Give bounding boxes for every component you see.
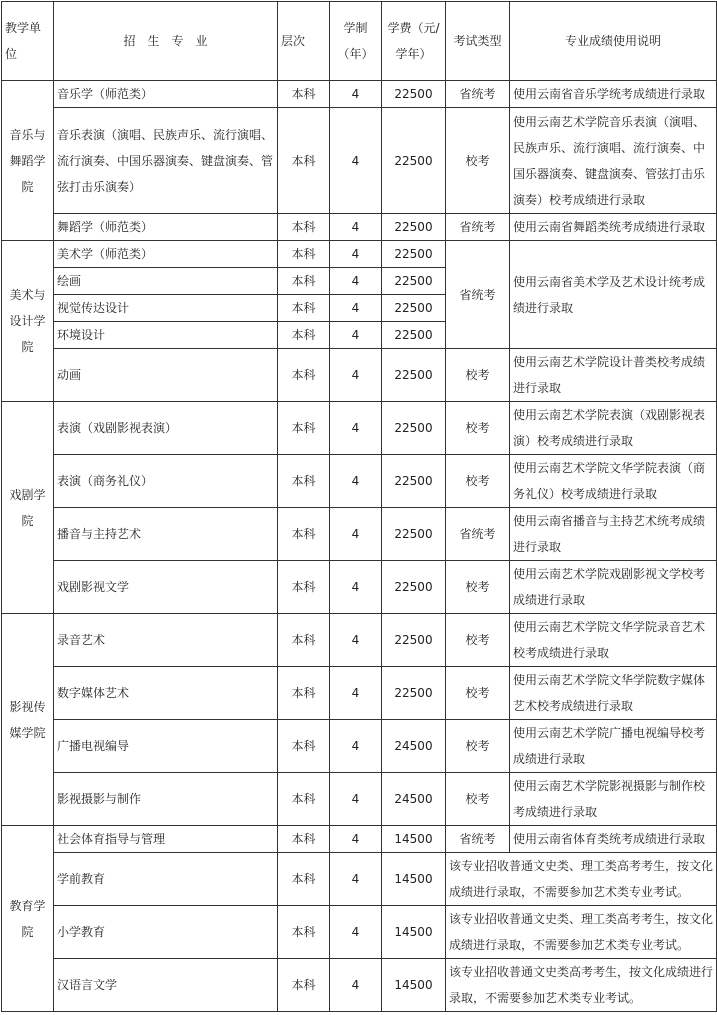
fee-cell: 22500	[382, 349, 446, 402]
exam-cell: 省统考	[446, 81, 510, 108]
exam-cell: 省统考	[446, 508, 510, 561]
unit-cell: 美术与设计学院	[2, 241, 54, 402]
years-cell: 4	[330, 667, 382, 720]
years-cell: 4	[330, 561, 382, 614]
table-row	[2, 826, 717, 853]
fee-cell: 22500	[382, 81, 446, 108]
table-row	[2, 720, 717, 773]
fee-cell: 22500	[382, 402, 446, 455]
note-cell: 使用云南省美术学及艺术设计统考成绩进行录取	[510, 241, 717, 349]
level-cell: 本科	[278, 402, 330, 455]
major-cell: 表演（商务礼仪）	[54, 455, 278, 508]
exam-cell: 校考	[446, 455, 510, 508]
fee-cell: 22500	[382, 268, 446, 295]
note-cell: 使用云南艺术学院广播电视编导校考成绩进行录取	[510, 720, 717, 773]
note-cell: 使用云南省舞蹈类统考成绩进行录取	[510, 214, 717, 241]
fee-cell: 22500	[382, 322, 446, 349]
table-row	[2, 455, 717, 508]
years-cell: 4	[330, 455, 382, 508]
unit-cell: 影视传媒学院	[2, 614, 54, 826]
header-fee: 学费（元/学年）	[382, 2, 446, 81]
level-cell: 本科	[278, 322, 330, 349]
major-cell: 绘画	[54, 268, 278, 295]
level-cell: 本科	[278, 773, 330, 826]
table-row	[2, 81, 717, 108]
major-cell: 播音与主持艺术	[54, 508, 278, 561]
fee-cell: 22500	[382, 561, 446, 614]
fee-cell: 14500	[382, 959, 446, 1012]
fee-cell: 22500	[382, 108, 446, 214]
level-cell: 本科	[278, 614, 330, 667]
level-cell: 本科	[278, 349, 330, 402]
note-cell: 使用云南省音乐学统考成绩进行录取	[510, 81, 717, 108]
exam-cell: 校考	[446, 667, 510, 720]
fee-cell: 22500	[382, 667, 446, 720]
note-cell: 使用云南艺术学院文华学院表演（商务礼仪）校考成绩进行录取	[510, 455, 717, 508]
exam-cell: 校考	[446, 108, 510, 214]
major-cell: 视觉传达设计	[54, 295, 278, 322]
major-cell: 数字媒体艺术	[54, 667, 278, 720]
major-cell: 动画	[54, 349, 278, 402]
unit-cell: 戏剧学院	[2, 402, 54, 614]
table-row	[2, 614, 717, 667]
note-cell: 使用云南艺术学院影视摄影与制作校考成绩进行录取	[510, 773, 717, 826]
exam-cell: 省统考	[446, 214, 510, 241]
years-cell: 4	[330, 268, 382, 295]
level-cell: 本科	[278, 508, 330, 561]
years-cell: 4	[330, 108, 382, 214]
table-row	[2, 241, 717, 268]
fee-cell: 14500	[382, 906, 446, 959]
major-cell: 舞蹈学（师范类）	[54, 214, 278, 241]
years-cell: 4	[330, 853, 382, 906]
table-row	[2, 508, 717, 561]
major-cell: 广播电视编导	[54, 720, 278, 773]
header-level: 层次	[278, 2, 330, 81]
note-cell: 使用云南艺术学院文华学院数字媒体艺术校考成绩进行录取	[510, 667, 717, 720]
note-cell: 使用云南艺术学院设计普类校考成绩进行录取	[510, 349, 717, 402]
major-cell: 环境设计	[54, 322, 278, 349]
exam-cell: 校考	[446, 349, 510, 402]
level-cell: 本科	[278, 81, 330, 108]
level-cell: 本科	[278, 561, 330, 614]
table-row	[2, 402, 717, 455]
header-unit: 教学单位	[2, 2, 54, 81]
major-cell: 汉语言文学	[54, 959, 278, 1012]
note-cell: 该专业招收普通文史类、理工类高考考生，按文化成绩进行录取，不需要参加艺术类专业考试。	[446, 853, 717, 906]
years-cell: 4	[330, 959, 382, 1012]
years-cell: 4	[330, 295, 382, 322]
exam-cell: 校考	[446, 773, 510, 826]
table-row	[2, 959, 717, 1012]
fee-cell: 14500	[382, 826, 446, 853]
fee-cell: 22500	[382, 508, 446, 561]
major-cell: 社会体育指导与管理	[54, 826, 278, 853]
table-row	[2, 214, 717, 241]
header-years: 学制（年）	[330, 2, 382, 81]
header-major: 招 生 专 业	[54, 2, 278, 81]
years-cell: 4	[330, 402, 382, 455]
level-cell: 本科	[278, 214, 330, 241]
table-row	[2, 561, 717, 614]
major-cell: 录音艺术	[54, 614, 278, 667]
major-cell: 表演（戏剧影视表演）	[54, 402, 278, 455]
level-cell: 本科	[278, 268, 330, 295]
table-row	[2, 773, 717, 826]
level-cell: 本科	[278, 108, 330, 214]
years-cell: 4	[330, 214, 382, 241]
note-cell: 使用云南艺术学院表演（戏剧影视表演）校考成绩进行录取	[510, 402, 717, 455]
header-row	[2, 2, 717, 81]
fee-cell: 24500	[382, 773, 446, 826]
major-cell: 音乐表演（演唱、民族声乐、流行演唱、流行演奏、中国乐器演奏、键盘演奏、管弦打击乐演奏）	[54, 108, 278, 214]
major-cell: 小学教育	[54, 906, 278, 959]
years-cell: 4	[330, 349, 382, 402]
exam-cell: 校考	[446, 720, 510, 773]
level-cell: 本科	[278, 455, 330, 508]
major-cell: 影视摄影与制作	[54, 773, 278, 826]
fee-cell: 24500	[382, 720, 446, 773]
years-cell: 4	[330, 81, 382, 108]
years-cell: 4	[330, 906, 382, 959]
level-cell: 本科	[278, 720, 330, 773]
header-exam: 考试类型	[446, 2, 510, 81]
level-cell: 本科	[278, 241, 330, 268]
level-cell: 本科	[278, 826, 330, 853]
note-cell: 使用云南省播音与主持艺术统考成绩进行录取	[510, 508, 717, 561]
header-note: 专业成绩使用说明	[510, 2, 717, 81]
major-cell: 戏剧影视文学	[54, 561, 278, 614]
note-cell: 该专业招收普通文史类高考考生，按文化成绩进行录取，不需要参加艺术类专业考试。	[446, 959, 717, 1012]
exam-cell: 校考	[446, 561, 510, 614]
years-cell: 4	[330, 826, 382, 853]
major-cell: 学前教育	[54, 853, 278, 906]
level-cell: 本科	[278, 906, 330, 959]
major-cell: 音乐学（师范类）	[54, 81, 278, 108]
level-cell: 本科	[278, 853, 330, 906]
unit-cell: 音乐与舞蹈学院	[2, 81, 54, 241]
fee-cell: 22500	[382, 455, 446, 508]
major-cell: 美术学（师范类）	[54, 241, 278, 268]
level-cell: 本科	[278, 959, 330, 1012]
table-row	[2, 349, 717, 402]
note-cell: 使用云南省体育类统考成绩进行录取	[510, 826, 717, 853]
table-row	[2, 906, 717, 959]
level-cell: 本科	[278, 667, 330, 720]
fee-cell: 14500	[382, 853, 446, 906]
years-cell: 4	[330, 508, 382, 561]
table-row	[2, 108, 717, 214]
admissions-table	[1, 1, 717, 1012]
exam-cell: 省统考	[446, 826, 510, 853]
exam-cell: 省统考	[446, 241, 510, 349]
years-cell: 4	[330, 720, 382, 773]
note-cell: 使用云南艺术学院戏剧影视文学校考成绩进行录取	[510, 561, 717, 614]
exam-cell: 校考	[446, 402, 510, 455]
note-cell: 该专业招收普通文史类、理工类高考考生，按文化成绩进行录取，不需要参加艺术类专业考试。	[446, 906, 717, 959]
unit-cell: 教育学院	[2, 826, 54, 1012]
years-cell: 4	[330, 614, 382, 667]
fee-cell: 22500	[382, 295, 446, 322]
note-cell: 使用云南艺术学院音乐表演（演唱、民族声乐、流行演唱、流行演奏、中国乐器演奏、键盘演奏、管弦打击乐演奏）校考成绩进行录取	[510, 108, 717, 214]
fee-cell: 22500	[382, 614, 446, 667]
table-row	[2, 667, 717, 720]
level-cell: 本科	[278, 295, 330, 322]
years-cell: 4	[330, 322, 382, 349]
years-cell: 4	[330, 773, 382, 826]
years-cell: 4	[330, 241, 382, 268]
fee-cell: 22500	[382, 241, 446, 268]
fee-cell: 22500	[382, 214, 446, 241]
note-cell: 使用云南艺术学院文华学院录音艺术校考成绩进行录取	[510, 614, 717, 667]
table-row	[2, 853, 717, 906]
exam-cell: 校考	[446, 614, 510, 667]
